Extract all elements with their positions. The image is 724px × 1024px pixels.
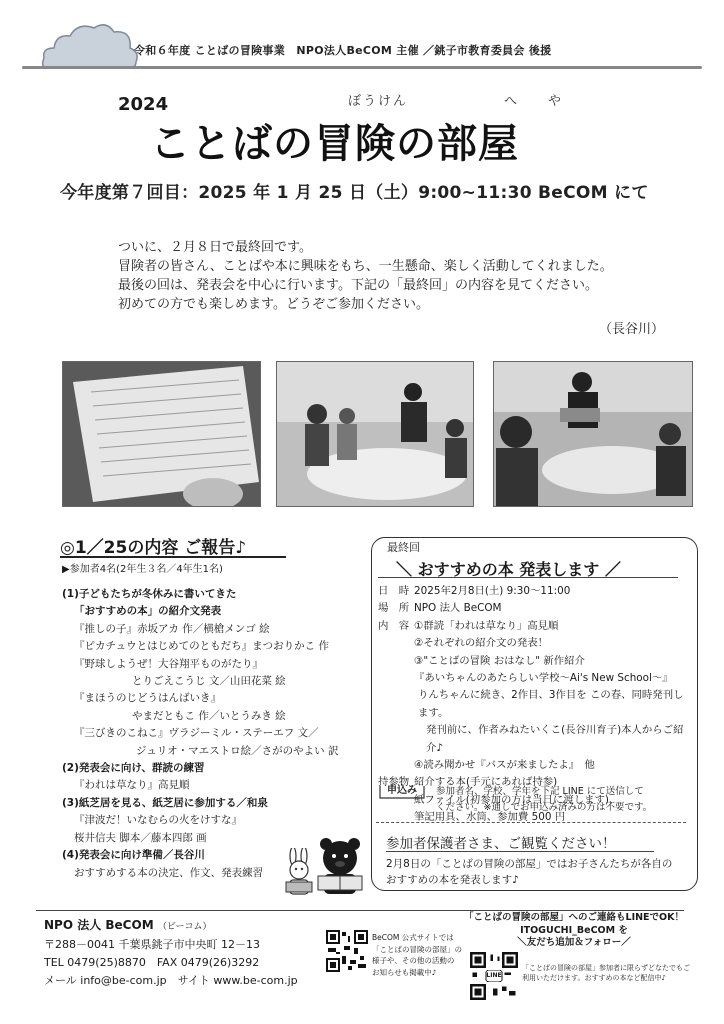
content-line: 『あいちゃんのあたらしい学校～Ai's New School～』: [414, 672, 673, 685]
report-line: 『われは草なり』高見順: [74, 779, 190, 792]
content-line: ③"ことばの冒険 おはなし" 新作紹介: [414, 654, 585, 667]
report-line: 桜井信夫 脚本／藤本四郎 画: [74, 831, 207, 844]
content-line: ②それぞれの紹介文の発表！: [414, 637, 549, 650]
qr-note-line: 様子や、その他の活動の: [372, 956, 455, 965]
place-label: 場 所: [378, 602, 410, 615]
photo-presentation: [493, 361, 693, 507]
intro-line: 初めての方でも楽しめます。どうぞご参加ください。: [118, 297, 429, 312]
report-line: とりごえこうじ 文／山田花菜 絵: [132, 675, 286, 688]
content-label: 内 容: [378, 619, 410, 632]
apply-line: 参加者名、学校、学年を下記 LINE にて送信して: [436, 786, 644, 797]
qr-note-line: BeCOM 公式サイトでは: [372, 933, 454, 942]
card-divider: [376, 822, 686, 823]
intro-line: 冒険者の皆さん、ことばや本に興味をもち、一生懸命、楽しく活動してくれました。: [118, 259, 613, 274]
photo-classroom: [276, 361, 474, 507]
report-line: ジュリオ・マエストロ絵／さがのやよい 訳: [136, 744, 339, 757]
report-line: おすすめする本の決定、作文、発表練習: [74, 866, 264, 879]
line-qr-code[interactable]: [470, 952, 518, 1000]
ruby-heya-ya: や: [548, 94, 564, 109]
guardian-underline: [386, 851, 654, 852]
footer-rule: [36, 910, 684, 911]
org-name-text: NPO 法人 BeCOM: [44, 918, 154, 932]
items-first: 紹介する本(手元にあれば持参): [414, 776, 558, 789]
line-note: 「ことばの冒険の部屋」参加者に限らずどなたでもご利用いただけます。おすすめの本など配信中♪: [522, 964, 690, 982]
final-title-underline: [378, 577, 678, 578]
ruby-heya-he: へ: [504, 94, 520, 109]
report-line: 『ピカチュウとはじめてのともだち』まつおりかこ 作: [74, 640, 330, 653]
report-line: やまだともこ 作／いとうみき 絵: [132, 709, 286, 722]
photo-handwritten-sheet: [62, 361, 261, 507]
place-row: [378, 600, 688, 617]
items-label: 持参物: [378, 776, 410, 789]
apply-tag: [378, 784, 426, 800]
date-row: [378, 583, 688, 600]
guardian-line: 2月8日の「ことばの冒険の部屋」ではお子さんたちが各自の: [386, 858, 673, 870]
content-line: 発刊前に、作者みねたいくこ(長谷川育子)本人からご紹介♪: [426, 724, 684, 754]
org-name: [44, 916, 211, 933]
line-qr-label: LINE: [486, 972, 502, 979]
apply-label: 申込み: [387, 785, 417, 796]
content-row: [378, 618, 688, 635]
line-heading-line: ＼友だち追加＆フォロー／: [517, 937, 631, 949]
report-line: 『まほうのじどうはんばいき』: [74, 692, 221, 705]
site-qr-code[interactable]: [326, 930, 368, 972]
guardian-text: [386, 856, 672, 888]
guardian-line: おすすめの本を発表します♪: [386, 874, 519, 886]
year-label: 2024: [118, 94, 169, 115]
content-line: りんちゃんに続き、2作目、3作目を この春、同時発刊します。: [418, 689, 684, 719]
org-reading: （ビーコム）: [157, 922, 212, 932]
guardian-title: 参加者保護者さま、ご観覧ください！: [386, 836, 616, 852]
apply-text: [436, 784, 652, 816]
report-line: 『三びきのこねこ』ヴラジーミル・ステーエフ 文／: [74, 727, 319, 740]
org-email-site: メール info@be-com.jp サイト www.be-com.jp: [44, 974, 298, 987]
org-phone: TEL 0479(25)8870 FAX 0479(26)3292: [44, 956, 260, 969]
intro-signature: （長谷川）: [598, 322, 664, 337]
org-address: 〒288－0041 千葉県銚子市中央町 12－13: [44, 938, 260, 951]
final-title: ＼ おすすめの本 発表します ／: [396, 560, 621, 579]
qr-note-line: お知らせも掲載中♪: [372, 967, 437, 977]
report-line: (1)子どもたちが冬休みに書いてきた: [62, 588, 237, 600]
intro-line: 最後の回は、発表会を中心に行います。下記の「最終回」の内容を見てください。: [118, 278, 598, 293]
report-line: (2)発表会に向け、群読の練習: [62, 762, 205, 775]
report-line: (3)紙芝居を見る、紙芝居に参加する／和泉: [62, 796, 268, 809]
report-line: 「おすすめの本」の紹介文発表: [74, 605, 222, 618]
site-qr-note: [372, 932, 462, 978]
report-line: 『野球しようぜ！大谷翔平ものがたり』: [74, 657, 263, 670]
date-value: 2025年2月8日(土) 9:30～11:00: [414, 585, 571, 597]
content-line: ④読み聞かせ『バスが来ましたよ』 他: [414, 759, 595, 772]
report-line: 『推しの子』赤坂アカ 作／横槍メンゴ 絵: [74, 622, 270, 635]
line-contact-heading: [464, 912, 684, 950]
org-contact: [44, 936, 298, 990]
cloud-logo: [40, 18, 140, 70]
place-value: NPO 法人 BeCOM: [414, 602, 502, 615]
content-first: ①群読「われは草なり」高見順: [414, 619, 559, 632]
sponsor-line: 令和６年度 ことばの冒険事業 NPO法人BeCOM 主催 ／銚子市教育委員会 後援: [134, 44, 552, 57]
bear-reading-illustration: [316, 836, 364, 896]
line-heading-line: ITOGUCHI_BeCOM を: [520, 924, 628, 936]
line-heading-line: 「ことばの冒険の部屋」へのご連絡もLINEでOK！: [464, 912, 684, 923]
participants: ▶参加者4名(2年生３名／4年生1名): [62, 564, 223, 575]
final-label: 最終回: [387, 541, 420, 554]
event-subtitle: 今年度第７回目：2025 年 1 月 25 日（土）9:00~11:30 BeCOM にて: [60, 183, 649, 203]
rabbit-reading-illustration: [282, 848, 316, 896]
intro-line: ついに、２月８日で最終回です。: [118, 240, 312, 255]
intro-text: [118, 238, 678, 314]
report-line: 『津波だ！いなむらの火をけすな』: [74, 814, 242, 827]
apply-line: ください。※通しでお申込み済みの方は不要です。: [436, 802, 653, 813]
qr-note-line: 「ことばの冒険の部屋」の: [372, 944, 462, 954]
ruby-boken: ぼうけん: [348, 94, 409, 109]
items-line: 紙ファイル(初参加の方は当日に渡します)、: [414, 793, 620, 806]
report-title-underline: [60, 556, 286, 558]
report-line: (4)発表会に向け準備／長谷川: [62, 849, 205, 862]
date-label: 日 時: [378, 585, 410, 597]
header-rule: [22, 66, 702, 69]
page-title: ことばの冒険の部屋: [150, 121, 519, 167]
items-line: 筆記用具、水筒、参加費 500 円: [414, 811, 566, 824]
report-title: ◎1／25の内容 ご報告♪: [60, 538, 247, 558]
